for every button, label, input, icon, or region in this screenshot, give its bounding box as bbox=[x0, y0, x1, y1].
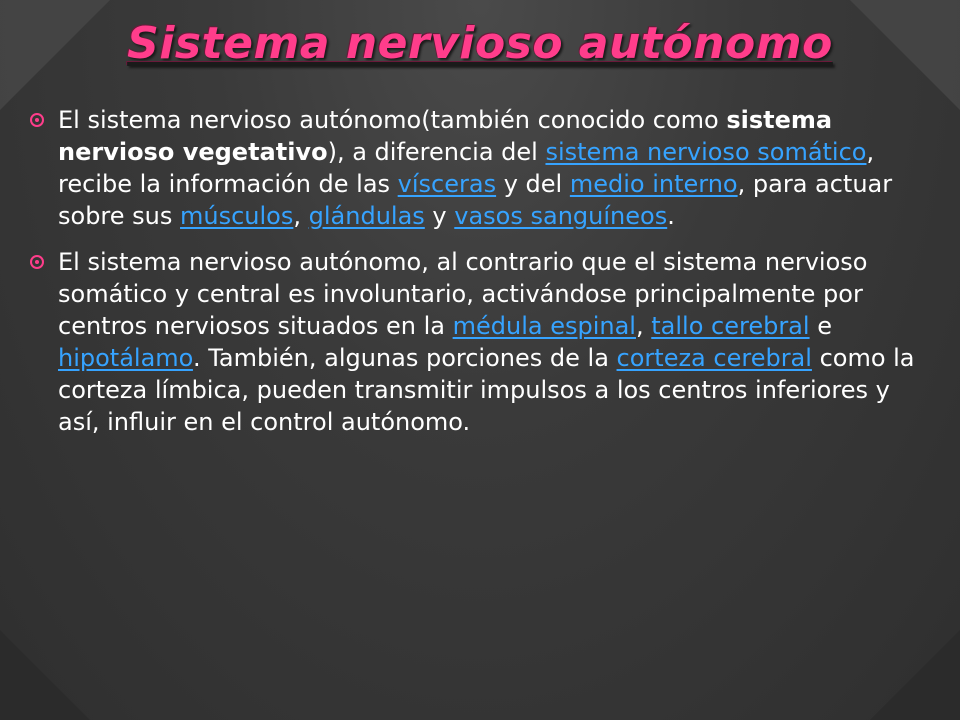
title-container bbox=[0, 18, 960, 71]
circle-bullet-icon bbox=[30, 113, 44, 127]
link-sistema-nervioso-somatico[interactable]: sistema nervioso somático bbox=[545, 138, 867, 166]
decorative-bevel-bottom-right bbox=[870, 630, 960, 720]
link-musculos[interactable]: músculos bbox=[180, 202, 294, 230]
paragraph-text: , para actuar sobre sus bbox=[58, 170, 893, 230]
circle-bullet-icon bbox=[30, 255, 44, 269]
link-medula-espinal[interactable]: médula espinal bbox=[452, 312, 636, 340]
paragraph-text: , recibe la información de las bbox=[58, 138, 875, 198]
paragraph-text: El sistema nervioso autónomo(también conocido como bbox=[58, 106, 727, 134]
bold-term: sistema nervioso vegetativo bbox=[58, 106, 833, 166]
paragraph-text: y bbox=[424, 202, 455, 230]
paragraph-1 bbox=[30, 104, 930, 232]
link-corteza-cerebral[interactable]: corteza cerebral bbox=[616, 344, 812, 372]
paragraph-text: como la corteza límbica, pueden transmitir impulsos a los centros inferiores y así, influir en el control autónomo. bbox=[58, 344, 915, 436]
paragraph-text: e bbox=[809, 312, 832, 340]
paragraph-text: El sistema nervioso autónomo, al contrario que el sistema nervioso somático y central es involuntario, activándose principalmente por centros nerviosos situados en la bbox=[58, 248, 868, 340]
paragraph-text: . También, algunas porciones de la bbox=[192, 344, 617, 372]
link-glandulas[interactable]: glándulas bbox=[308, 202, 425, 230]
link-hipotalamo[interactable]: hipotálamo bbox=[58, 344, 193, 372]
paragraph-text: , bbox=[293, 202, 309, 230]
slide-content bbox=[30, 104, 930, 452]
decorative-bevel-bottom-left bbox=[0, 630, 90, 720]
paragraph-text: , bbox=[635, 312, 652, 340]
paragraph-2 bbox=[30, 246, 930, 438]
link-visceras[interactable]: vísceras bbox=[397, 170, 497, 198]
paragraph-text: y del bbox=[496, 170, 570, 198]
paragraph-text: . bbox=[667, 202, 675, 230]
link-tallo-cerebral[interactable]: tallo cerebral bbox=[651, 312, 810, 340]
slide-title: Sistema nervioso autónomo bbox=[127, 18, 833, 69]
paragraph-text: ), a diferencia del bbox=[327, 138, 546, 166]
link-vasos-sanguineos[interactable]: vasos sanguíneos bbox=[454, 202, 668, 230]
link-medio-interno[interactable]: medio interno bbox=[569, 170, 738, 198]
